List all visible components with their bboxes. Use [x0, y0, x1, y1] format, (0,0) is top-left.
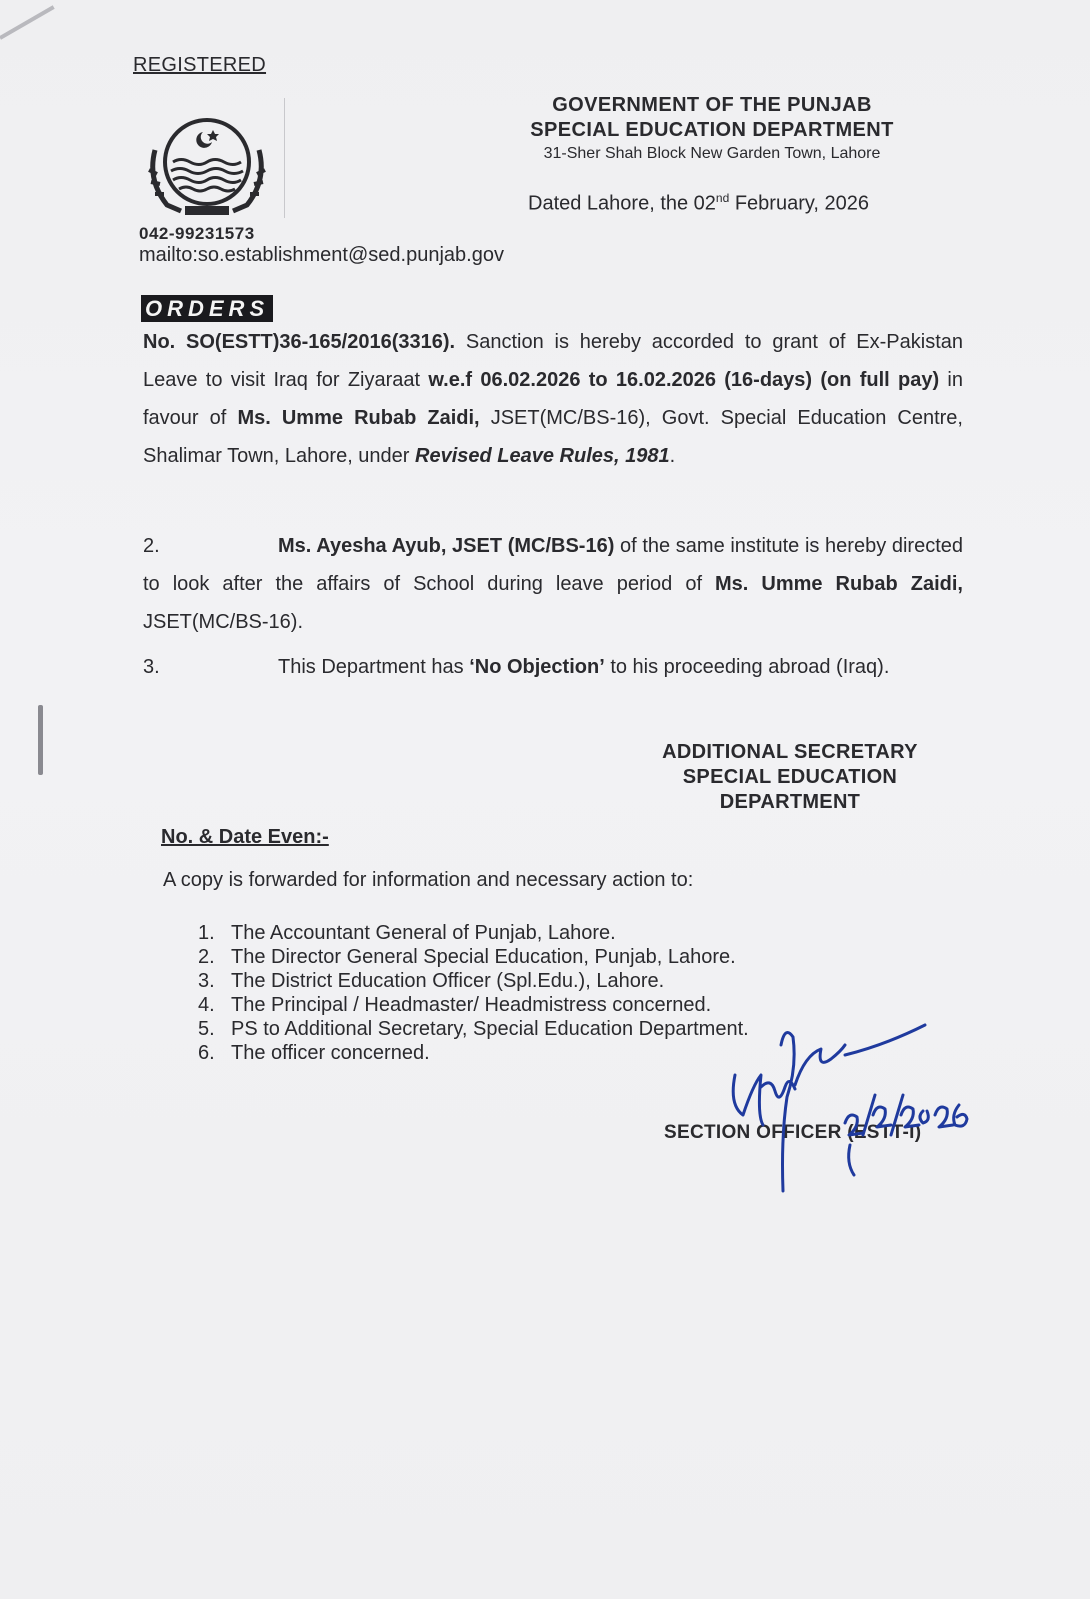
staple-mark: [0, 5, 55, 39]
copy-forwarded-line: A copy is forwarded for information and necessary action to:: [163, 869, 694, 891]
list-item: 1. The Accountant General of Punjab, Lahore.: [198, 922, 616, 944]
list-item: 4. The Principal / Headmaster/ Headmistress concerned.: [198, 994, 712, 1016]
order-paragraph-1: No. SO(ESTT)36-165/2016(3316). Sanction is hereby accorded to grant of Ex-Pakistan Leave to visit Iraq for Ziyaraat w.e.f 06.02.2026 to 16.02.2026 (16-days) (on full pay) in favour of Ms. Umme Rubab Zaidi, JSET(MC/BS-16), Govt. Special Education Centre, Shalimar Town, Lahore, under Revised Leave Rules, 1981.: [143, 331, 963, 467]
handwritten-signature-icon: [725, 1015, 980, 1195]
substitute-name: Ms. Ayesha Ayub, JSET (MC/BS-16): [278, 535, 615, 557]
no-objection: ‘No Objection’: [469, 656, 605, 678]
employee-name: Ms. Umme Rubab Zaidi,: [237, 407, 480, 429]
header-divider: [284, 98, 285, 218]
list-item: 3. The District Education Officer (Spl.Edu.), Lahore.: [198, 970, 665, 992]
department-title: SPECIAL EDUCATION DEPARTMENT: [530, 119, 894, 141]
distribution-list: [198, 921, 749, 1065]
clip-mark: [38, 705, 43, 775]
additional-secretary-block: ADDITIONAL SECRETARY SPECIAL EDUCATION DEPARTMENT: [662, 741, 918, 813]
government-title: GOVERNMENT OF THE PUNJAB: [552, 94, 872, 116]
orders-heading: ORDERS: [141, 295, 273, 322]
leave-period: w.e.f 06.02.2026 to 16.02.2026 (16-days) (on full pay): [428, 369, 940, 391]
employee-name-2: Ms. Umme Rubab Zaidi,: [715, 573, 963, 595]
registered-label: REGISTERED: [133, 54, 267, 76]
phone-number: 042-99231573: [139, 224, 255, 243]
list-item: 2. The Director General Special Education, Punjab, Lahore.: [198, 946, 736, 968]
email-link[interactable]: mailto:so.establishment@sed.punjab.gov: [139, 244, 504, 266]
order-paragraph-2: 2. Ms. Ayesha Ayub, JSET (MC/BS-16) of the same institute is hereby directed to look after the affairs of School during leave period of Ms. Umme Rubab Zaidi, JSET(MC/BS-16).: [143, 535, 963, 633]
punjab-emblem-icon: [145, 110, 280, 225]
department-address: 31-Sher Shah Block New Garden Town, Lahore: [543, 145, 881, 162]
list-item: 5. PS to Additional Secretary, Special Education Department.: [198, 1018, 749, 1040]
no-date-even-heading: No. & Date Even:-: [161, 826, 329, 848]
order-paragraph-3: 3. This Department has ‘No Objection’ to his proceeding abroad (Iraq).: [143, 656, 890, 678]
order-number: No. SO(ESTT)36-165/2016(3316).: [143, 331, 456, 353]
list-item: 6. The officer concerned.: [198, 1042, 430, 1064]
dated-line: Dated Lahore, the 02nd February, 2026: [528, 191, 869, 215]
leave-rules: Revised Leave Rules, 1981: [415, 445, 670, 467]
section-officer-title: SECTION OFFICER (ESTT-I): [664, 1122, 922, 1143]
